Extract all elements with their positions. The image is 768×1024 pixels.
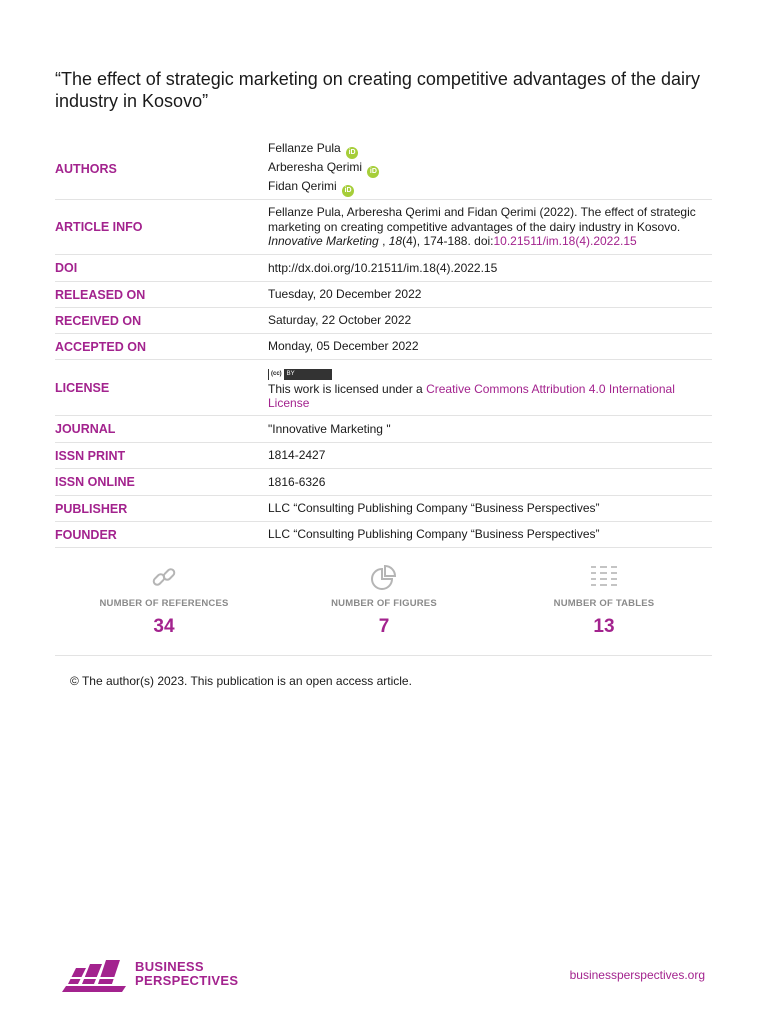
received-label: RECEIVED ON (55, 313, 142, 328)
row-issn-online (55, 469, 712, 496)
row-received (55, 308, 712, 334)
row-released (55, 282, 712, 308)
issue-pages: (4), 174-188. doi: (402, 234, 494, 249)
license-label: LICENSE (55, 380, 110, 395)
issn-print-label: ISSN PRINT (55, 448, 126, 463)
article-info-label: ARTICLE INFO (55, 220, 143, 234)
article-info-value (268, 200, 712, 254)
stat-value: 7 (378, 616, 390, 637)
accepted-value: Monday, 05 December 2022 (268, 339, 419, 354)
author-name[interactable]: Fidan Qerimi (268, 179, 337, 193)
volume: 18 (388, 234, 403, 249)
issn-online-label: ISSN ONLINE (55, 475, 135, 489)
row-publisher (55, 496, 712, 522)
row-founder (55, 522, 712, 548)
issn-online-value: 1816-6326 (268, 474, 326, 489)
authors-label: AUTHORS (55, 161, 117, 176)
logo-line-2: PERSPECTIVES (135, 973, 239, 988)
copyright-notice: © The author(s) 2023. This publication is an open access article. (70, 674, 412, 688)
orcid-icon[interactable]: iD (367, 166, 379, 178)
cc-badge-right: BY (284, 370, 331, 379)
founder-value: LLC “Consulting Publishing Company “Business Perspectives” (268, 527, 600, 542)
article-title: “The effect of strategic marketing on creating competitive advantages of the dairy industry in Kosovo” (55, 69, 701, 111)
orcid-icon[interactable]: iD (346, 147, 358, 159)
table-icon (514, 560, 694, 594)
article-stats (55, 560, 712, 656)
journal-value: "Innovative Marketing " (268, 421, 391, 436)
row-issn-print (55, 443, 712, 469)
stat-figures (294, 560, 474, 638)
doi-link[interactable]: 10.21511/im.18(4).2022.15 (493, 234, 637, 249)
founder-label: FOUNDER (55, 527, 117, 542)
website-link[interactable]: businessperspectives.org (569, 968, 705, 982)
authors-value (268, 138, 712, 199)
license-value (268, 360, 712, 415)
received-value: Saturday, 22 October 2022 (268, 313, 412, 328)
released-label: RELEASED ON (55, 287, 146, 302)
released-value: Tuesday, 20 December 2022 (268, 287, 422, 302)
stat-value: 34 (153, 616, 175, 637)
stat-value: 13 (593, 616, 615, 637)
row-license (55, 360, 712, 416)
row-journal (55, 416, 712, 443)
doi-value[interactable]: http://dx.doi.org/10.21511/im.18(4).2022.15 (268, 260, 498, 275)
accepted-label: ACCEPTED ON (55, 339, 146, 354)
orcid-icon[interactable]: iD (342, 185, 354, 197)
article-metadata-table (55, 138, 712, 548)
cc-by-badge-icon[interactable] (268, 369, 332, 380)
row-article-info (55, 200, 712, 255)
stat-tables (514, 560, 694, 638)
stat-label: NUMBER OF TABLES (553, 598, 655, 609)
stat-label: NUMBER OF REFERENCES (99, 598, 229, 609)
journal-name: Innovative Marketing (268, 234, 379, 249)
license-link[interactable]: Creative Commons Attribution 4.0 International License (268, 381, 675, 411)
row-doi (55, 255, 712, 282)
row-accepted (55, 334, 712, 360)
cc-badge-left: (cc) (269, 367, 284, 382)
citation-text: Fellanze Pula, Arberesha Qerimi and Fidan Qerimi (2022). The effect of strategic marketing on creating competitive advantages of the dairy industry in Kosovo. (268, 205, 696, 234)
logo-wordmark (135, 960, 238, 988)
link-icon (74, 560, 254, 594)
stat-label: NUMBER OF FIGURES (331, 598, 437, 609)
author-name[interactable]: Fellanze Pula (268, 141, 341, 155)
license-text: This work is licensed under a (268, 381, 427, 396)
author-name[interactable]: Arberesha Qerimi (268, 160, 363, 174)
doi-label: DOI (55, 261, 78, 275)
stat-references (74, 560, 254, 638)
citation-separator: , (378, 234, 389, 249)
logo-line-1: BUSINESS (135, 959, 204, 974)
pie-chart-icon (294, 560, 474, 594)
publisher-label: PUBLISHER (55, 501, 128, 516)
row-authors (55, 138, 712, 200)
publisher-value: LLC “Consulting Publishing Company “Business Perspectives” (268, 501, 600, 516)
issn-print-value: 1814-2427 (268, 448, 326, 463)
journal-label: JOURNAL (55, 422, 116, 436)
